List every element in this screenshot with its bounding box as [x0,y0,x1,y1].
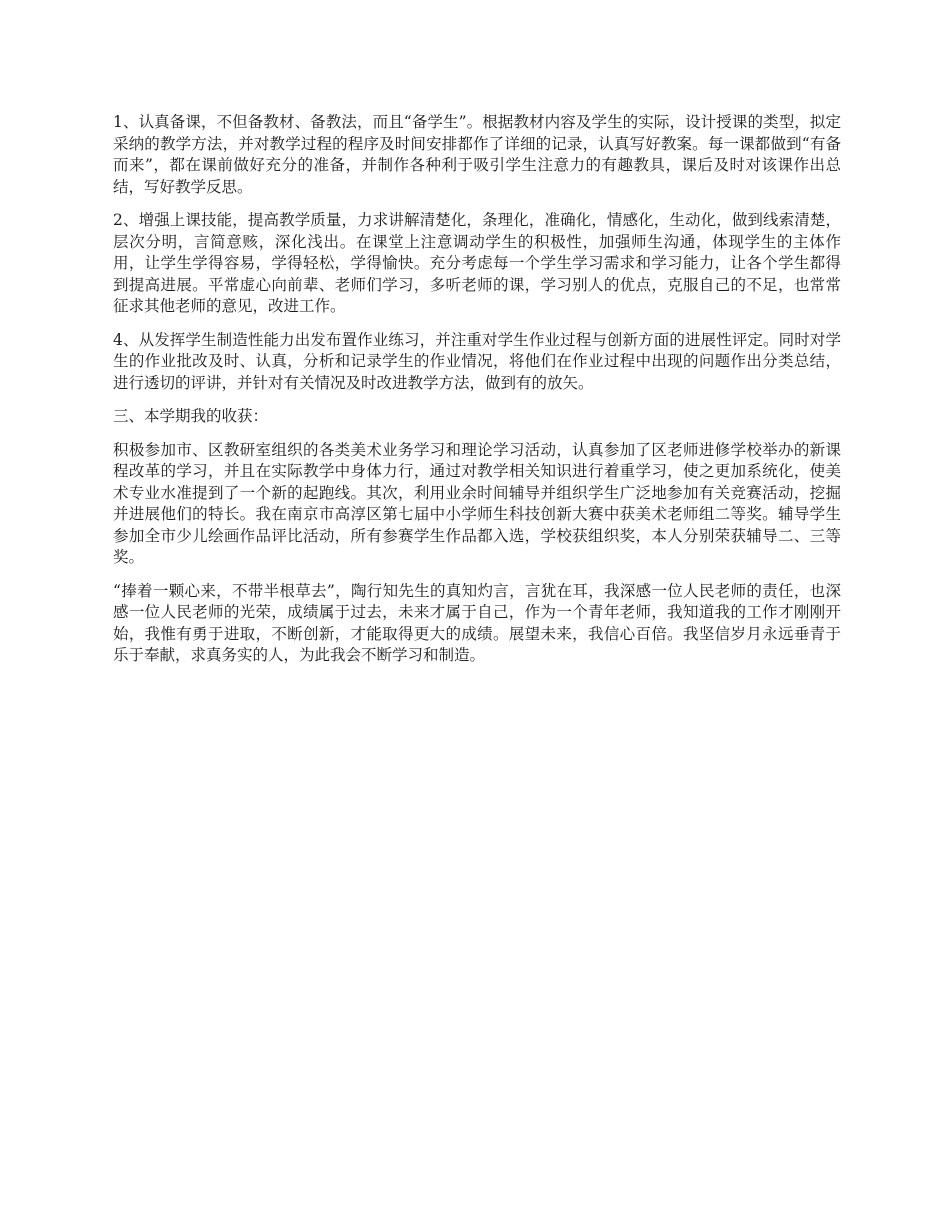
section-heading-gains: 三、本学期我的收获： [113,407,269,425]
paragraph-teaching-skills: 2、增强上课技能，提高教学质量，力求讲解清楚化，条理化，准确化，情感化，生动化，做到线索清楚，层次分明，言简意赅，深化浅出。在课堂上注意调动学生的积极性，加强师生沟通，体现学生的主体作用，让学生学得容易，学得轻松，学得愉快。充分考虑每一个学生学习需求和学习能力，让各个学生都得到提高进展。平常虚心向前辈、老师们学习，多听老师的课，学习别人的优点，克服自己的不足，也常常征求其他老师的意见，改进工作。 [113,211,841,315]
paragraph-gains: 积极参加市、区教研室组织的各类美术业务学习和理论学习活动，认真参加了区老师进修学校举办的新课程改革的学习，并且在实际教学中身体力行，通过对教学相关知识进行着重学习，使之更加系统化，使美术专业水准提到了一个新的起跑线。其次，利用业余时间辅导并组织学生广泛地参加有关竞赛活动，挖掘并进展他们的特长。我在南京市高淳区第七届中小学师生科技创新大赛中获美术老师组二等奖。辅导学生参加全市少儿绘画作品评比活动，所有参赛学生作品都入选，学校获组织奖，本人分别荣获辅导二、三等奖。 [113,440,841,566]
paragraph-conclusion: “捧着一颗心来，不带半根草去”，陶行知先生的真知灼言，言犹在耳，我深感一位人民老师的责任，也深感一位人民老师的光荣，成绩属于过去，未来才属于自己，作为一个青年老师，我知道我的工作才刚刚开始，我惟有勇于进取，不断创新，才能取得更大的成绩。展望未来，我信心百倍。我坚信岁月永远垂青于乐于奉献，求真务实的人，为此我会不断学习和制造。 [113,581,841,664]
paragraph-preparation: 1、认真备课，不但备教材、备教法，而且“备学生”。根据教材内容及学生的实际，设计授课的类型，拟定采纳的教学方法，并对教学过程的程序及时间安排都作了详细的记录，认真写好教案。每一课都做到“有备而来”，都在课前做好充分的准备，并制作各种利于吸引学生注意力的有趣教具，课后及时对该课作出总结，写好教学反思。 [113,113,841,196]
paragraph-homework: 4、从发挥学生制造性能力出发布置作业练习，并注重对学生作业过程与创新方面的进展性评定。同时对学生的作业批改及时、认真，分析和记录学生的作业情况，将他们在作业过程中出现的问题作出分类总结，进行透切的评讲，并针对有关情况及时改进教学方法，做到有的放矢。 [113,330,841,392]
document-body [113,112,841,667]
